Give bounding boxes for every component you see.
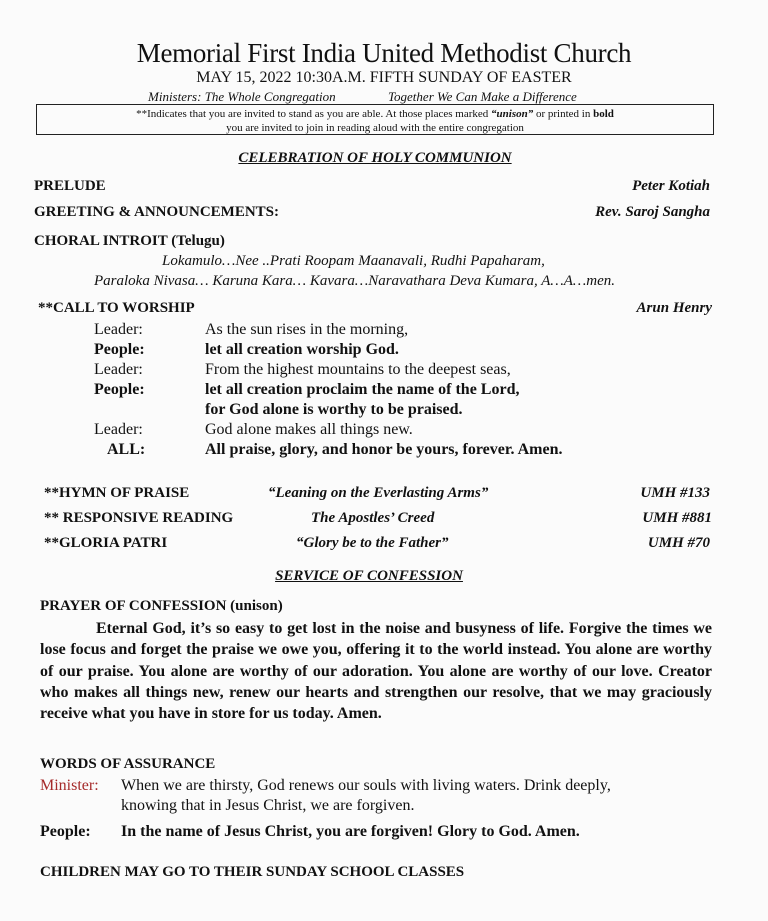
gloria-patri-title: “Glory be to the Father”: [296, 535, 449, 551]
responsive-reading-label: ** RESPONSIVE READING: [44, 510, 234, 526]
notice-line-1: [37, 107, 713, 121]
call-speaker-6: Leader:: [94, 421, 143, 438]
choral-line-1: Lokamulo…Nee ..Prati Roopam Maanavali, Rudhi Papaharam,: [162, 253, 545, 269]
gloria-patri-ref: UMH #70: [647, 535, 710, 551]
hymn-praise-title: “Leaning on the Everlasting Arms”: [268, 485, 489, 501]
call-speaker-2: People:: [94, 341, 145, 358]
call-text-3: From the highest mountains to the deepest seas,: [205, 361, 511, 378]
call-text-2: let all creation worship God.: [205, 341, 399, 358]
call-text-1: As the sun rises in the morning,: [205, 321, 409, 338]
call-text-5: for God alone is worthy to be praised.: [205, 401, 463, 418]
prayer-text: Eternal God, it’s so easy to get lost in the noise and busyness of life. Forgive the times we lose focus and forget the praise we owe you, offering it to the world instead. You alone are worthy of our praise. You alone are worthy of our adoration. You alone are worthy of our love. Creator who makes all things new, renew our hearts and strengthen our resolve, that we may graciously receive what you have in store for us today. Amen.: [40, 620, 712, 723]
prelude-by: Peter Kotiah: [632, 178, 710, 194]
service-dateline: MAY 15, 2022 10:30A.M. FIFTH SUNDAY OF EASTER: [196, 69, 572, 86]
prayer-label: PRAYER OF CONFESSION (unison): [40, 598, 283, 614]
notice-bold: bold: [593, 108, 614, 120]
hymn-praise-ref: UMH #133: [640, 485, 710, 501]
hymn-praise-label: **HYMN OF PRAISE: [44, 485, 190, 501]
notice-text-a: **Indicates that you are invited to stand as you are able. At those places marked: [136, 108, 492, 120]
call-speaker-4: People:: [94, 381, 145, 398]
people-label: People:: [40, 823, 91, 840]
greeting-label: GREETING & ANNOUNCEMENTS:: [34, 204, 280, 220]
choral-line-2: Paraloka Nivasa… Karuna Kara… Kavara…Naravathara Deva Kumara, A…A…men.: [94, 273, 615, 289]
call-by: Arun Henry: [636, 300, 712, 316]
call-text-4: let all creation proclaim the name of the Lord,: [205, 381, 520, 398]
prelude-label: PRELUDE: [34, 178, 106, 194]
call-speaker-1: Leader:: [94, 321, 143, 338]
call-text-7: All praise, glory, and honor be yours, forever. Amen.: [205, 441, 563, 458]
people-text: In the name of Jesus Christ, you are forgiven! Glory to God. Amen.: [121, 823, 580, 840]
notice-line-2: you are invited to join in reading aloud with the entire congregation: [226, 122, 524, 134]
notice-text-b: or printed in: [533, 108, 594, 120]
responsive-reading-title: The Apostles’ Creed: [311, 510, 435, 526]
call-label: **CALL TO WORSHIP: [38, 300, 195, 316]
notice-box: [36, 104, 714, 135]
call-text-6: God alone makes all things new.: [205, 421, 413, 438]
assurance-label: WORDS OF ASSURANCE: [40, 756, 216, 772]
communion-heading: CELEBRATION OF HOLY COMMUNION: [238, 150, 512, 166]
ministers-line: Ministers: The Whole Congregation: [148, 89, 336, 104]
call-speaker-3: Leader:: [94, 361, 143, 378]
motto-line: Together We Can Make a Difference: [388, 89, 577, 104]
children-notice: CHILDREN MAY GO TO THEIR SUNDAY SCHOOL CLASSES: [40, 864, 465, 880]
gloria-patri-label: **GLORIA PATRI: [44, 535, 168, 551]
minister-label-text: Minister:: [40, 777, 99, 794]
call-speaker-7: ALL:: [107, 441, 146, 458]
church-title: Memorial First India United Methodist Church: [136, 38, 632, 68]
choral-label: CHORAL INTROIT (Telugu): [34, 233, 225, 249]
notice-unison: “unison”: [491, 108, 534, 120]
minister-label: [40, 777, 99, 795]
greeting-by: Rev. Saroj Sangha: [595, 204, 710, 220]
confession-heading: SERVICE OF CONFESSION: [275, 568, 463, 584]
minister-line-1: When we are thirsty, God renews our souls with living waters. Drink deeply,: [121, 777, 611, 794]
responsive-reading-ref: UMH #881: [642, 510, 712, 526]
minister-line-2: knowing that in Jesus Christ, we are forgiven.: [121, 797, 415, 814]
